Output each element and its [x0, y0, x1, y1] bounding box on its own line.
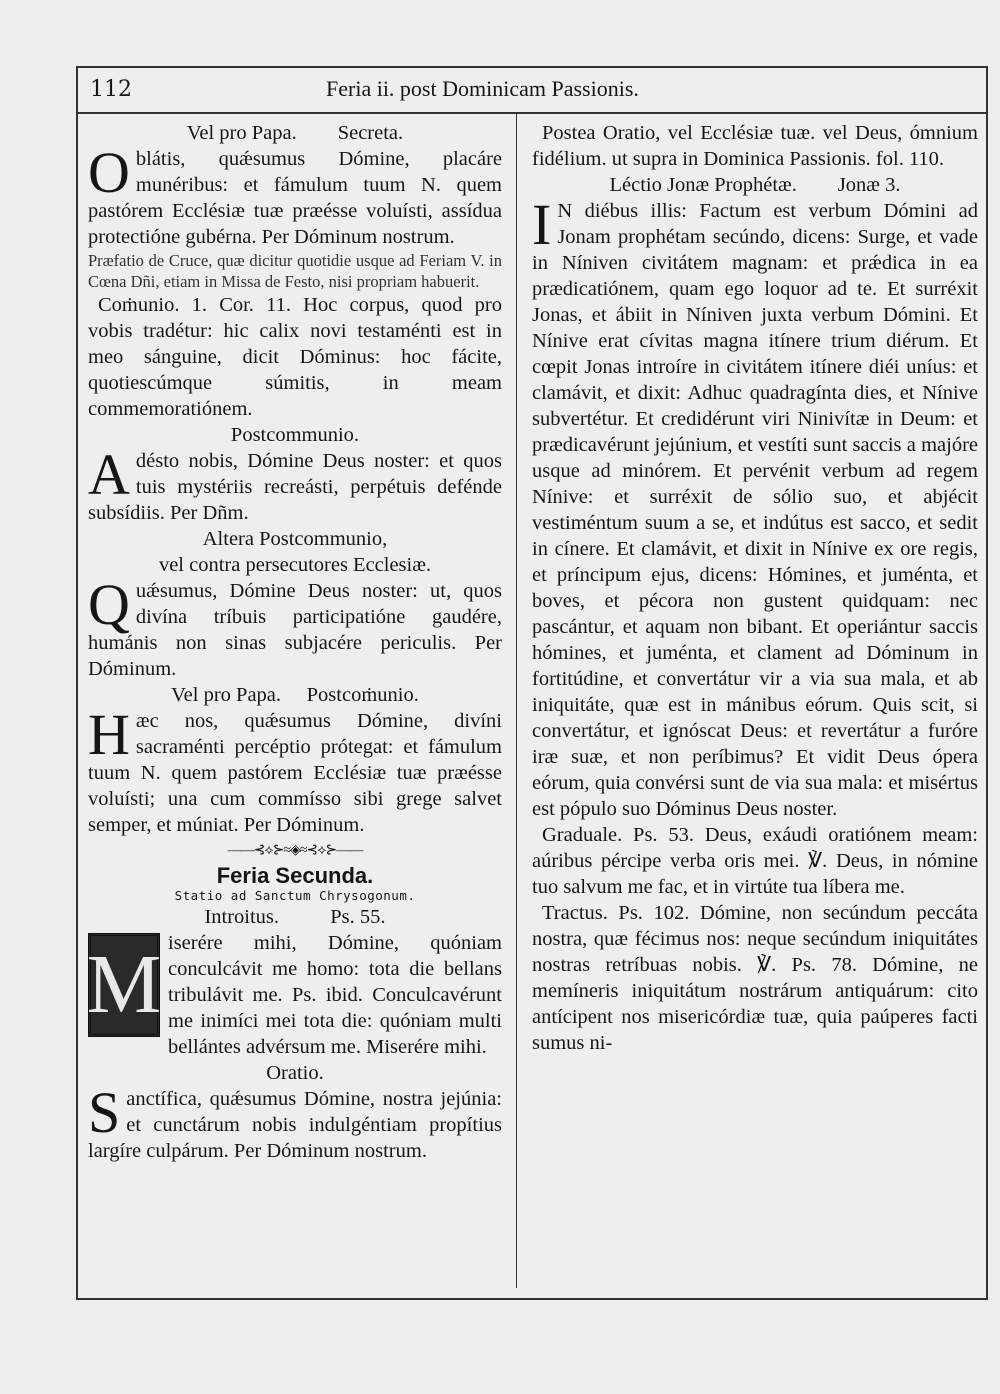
communio-text: Coṁunio. 1. Cor. 11. Hoc corpus, quod pro vobis tradétur: hic calix novi testaménti est in meo sánguine, dicit Dóminus: hoc fácite, quotiescúmque súmitis, in meam commemoratiónem.: [88, 294, 502, 420]
drop-cap-q: Q: [88, 572, 130, 637]
secreta-heading: Vel pro Papa. Secreta.: [186, 122, 404, 144]
praefatio-rubric: Præfatio de Cruce, quæ dicitur quotidie usque ad Feriam V. in Cœna Dñi, etiam in Missa de Festo, nisi propriam habuerit.: [88, 251, 502, 291]
page-frame: [76, 66, 988, 1300]
papa-postcommunio-prayer: Hæc nos, quǽsumus Dómine, divíni sacraménti percéptio prótegat: et fámulum tuum N. quem pastórem Ecclésiæ tuæ præésse voluísti; una cum commísso sibi grege salvet semper, et múniat. Per Dóminum.: [88, 702, 502, 836]
feria-title: Feria Secunda.: [216, 863, 374, 888]
graduale-text: Graduale. Ps. 53. Deus, exáudi oratiónem meam: aúribus pércipe verba oris mei. ℣. Deus, in nómine tuo salvum me fac, et in virtúte tua líbera me.: [532, 824, 978, 898]
papa-postcommunio-heading: Vel pro Papa. Postcoṁunio.: [171, 684, 419, 706]
running-title: Feria ii. post Dominicam Passionis.: [326, 76, 639, 101]
page-number: 112: [90, 77, 132, 102]
tractus-text: Tractus. Ps. 102. Dómine, non secúndum peccáta nostra, quæ fécimus nos: neque secúndum iniquitátes nostras retríbuas nobis. ℣. Ps. 78. Dómine, ne memíneris iniquitátum nostrárum antiquárum: cito antícipent nos misericórdiæ tuæ, quia paúperes facti sumus ni-: [532, 902, 978, 1054]
drop-cap-o: O: [88, 140, 130, 205]
postea-oratio-rubric: Postea Oratio, vel Ecclésiæ tuæ. vel Deus, ómnium fidélium. ut supra in Dominica Passionis. fol. 110.: [532, 122, 978, 170]
postcommunio-prayer: Adésto nobis, Dómine Deus noster: et quos tuis mystériis recreásti, perpétuis defénde subsídiis. Per Dñm.: [88, 442, 502, 524]
drop-cap-a: A: [88, 442, 130, 507]
illuminated-initial-m: M: [88, 933, 160, 1037]
postcommunio-heading: Postcommunio.: [230, 424, 360, 446]
secreta-prayer: Oblátis, quǽsumus Dómine, placáre munéribus: et fámulum tuum N. quem pastórem Ecclésiæ tuæ præésse voluísti, assídua protectióne gubérna. Per Dóminum nostrum.: [88, 140, 502, 248]
altera-postcommunio-prayer: Quǽsumus, Dómine Deus noster: ut, quos divína tríbuis participatióne gaudére, humánis non sinas subjacére periculis. Per Dóminum.: [88, 572, 502, 680]
drop-cap-i: I: [532, 192, 552, 257]
introitus-text: M iserére mihi, Dómine, quóniam conculcávit me homo: tota die bellans tribulávit me. Ps. ibid. Conculcavérunt me inimíci mei tota die: quóniam multi bellántes advérsum me. Miserére mihi.: [86, 932, 502, 1058]
column-divider: [516, 112, 517, 1288]
right-column: [532, 120, 978, 1056]
ornament-divider: ——⊰⟡⊱≈◈≈⊰⟡⊱——: [227, 843, 363, 858]
lectio-text: I N diébus illis: Factum est verbum Dómini ad Jonam prophétam secúndo, dicens: Surge, et vade in Níniven civitátem magnam: et prǽdica in ea prædicatiónem, quam ego loquor ad te. Et surréxit Jonas, et ábiit in Níniven juxta verbum Dómini. Et Nínive erat cívitas magna itínere trium diérum. Et cœpit Jonas introíre in civitátem itínere diéi uníus: et clamávit, et dixit: Adhuc quadragínta dies, et Nínive subvertétur. Et credidérunt viri Ninivítæ in Deum: et prædicavérunt jejúnium, et vestíti sunt saccis a majóre usque ad minórem. Et pervénit verbum ad regem Nínive: et surréxit de sólio suo, et abjécit vestiméntum suum a se, et indútus est sacco, et sedit in cínere. Et clamávit, et dixit in Nínive ex ore regis, et príncipum ejus, dicens: Hómines, et juménta, et boves, et pécora non gustent quidquam: nec pascántur, et aquam non bibant. Et operiántur saccis hómines, et juménta, et clament ad Dóminum in fortitúdine, et convertátur vir a via sua mala, et ab iniquitáte, quæ est in mánibus eórum. Quis scit, si convertátur, et ignóscat Deus: et revertátur a furóre iræ suæ, et non períbimus? Et vidit Deus ópera eórum, quia convérsi sunt de via sua mala: et misértus est pópulo suo Dóminus Deus noster.: [532, 192, 978, 820]
altera-postcommunio-heading: Altera Postcommunio,: [202, 528, 388, 550]
introitus-heading: Introitus. Ps. 55.: [204, 906, 386, 928]
lectio-heading: Léctio Jonæ Prophétæ. Jonæ 3.: [609, 174, 901, 196]
contra-persecutores-heading: vel contra persecutores Ecclesiæ.: [158, 554, 432, 576]
oratio-prayer: Sanctífica, quǽsumus Dómine, nostra jejúnia: et cunctárum nobis indulgéntiam propítius largíre culpárum. Per Dóminum nostrum.: [88, 1080, 502, 1162]
statio-line: Statio ad Sanctum Chrysogonum.: [174, 888, 416, 903]
page-header: [78, 68, 986, 114]
oratio-heading: Oratio.: [266, 1062, 324, 1084]
left-column: [88, 120, 502, 1164]
drop-cap-h: H: [88, 702, 130, 767]
drop-cap-s: S: [88, 1080, 121, 1145]
